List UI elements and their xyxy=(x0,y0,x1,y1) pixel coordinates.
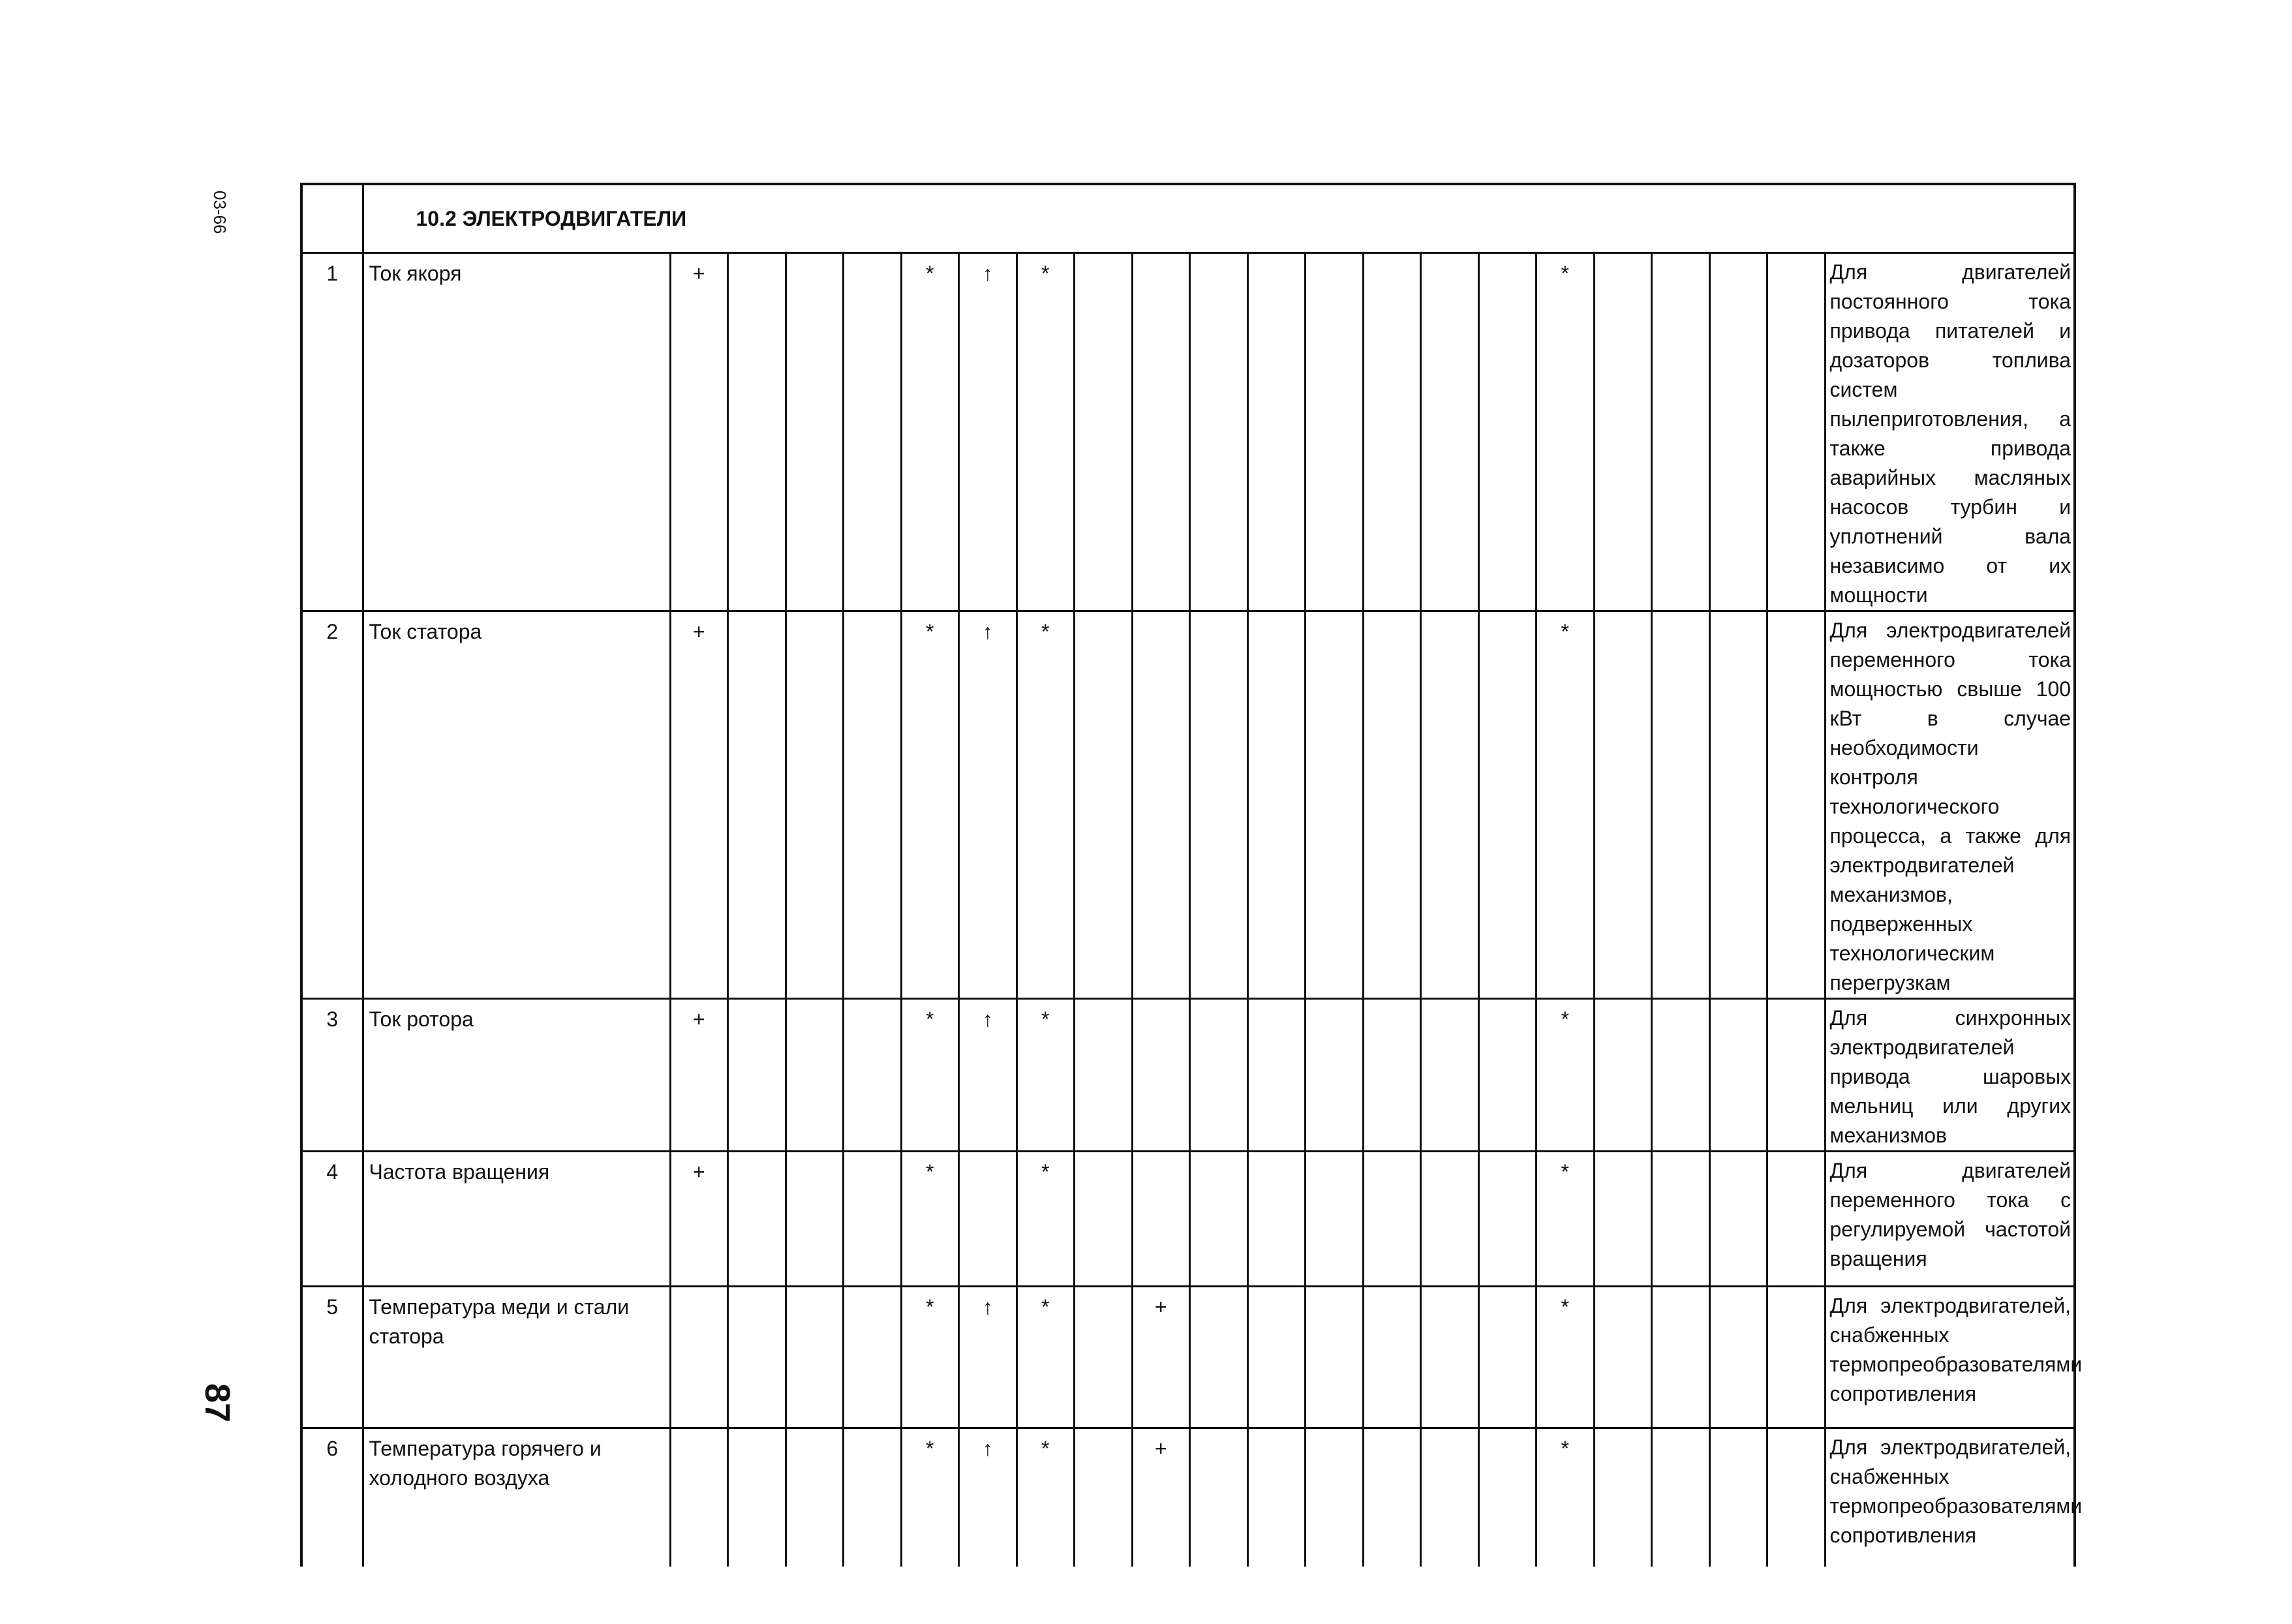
mark-cell xyxy=(1421,1428,1479,1567)
mark-cell: * xyxy=(1016,1287,1075,1428)
mark-cell: + xyxy=(1132,1287,1190,1428)
mark-cell xyxy=(1709,999,1767,1152)
section-title: 10.2 ЭЛЕКТРОДВИГАТЕЛИ xyxy=(363,184,2075,253)
row-number: 4 xyxy=(301,1152,363,1287)
mark-cell: * xyxy=(1536,1428,1595,1567)
mark-cell xyxy=(1190,611,1248,999)
table-row xyxy=(301,1428,2075,1567)
mark-cell: * xyxy=(901,999,959,1152)
row-number: 3 xyxy=(301,999,363,1152)
note-cell: Для электродвигателей, снабженных термопреобразователями сопротивления xyxy=(1825,1287,2075,1428)
mark-cell xyxy=(1767,1152,1826,1287)
mark-cell xyxy=(1709,611,1767,999)
mark-cell xyxy=(1306,611,1364,999)
mark-cell xyxy=(1075,1152,1133,1287)
mark-cell xyxy=(1421,253,1479,611)
mark-cell xyxy=(1421,1152,1479,1287)
mark-cell: * xyxy=(901,1428,959,1567)
mark-cell xyxy=(1363,253,1421,611)
mark-cell xyxy=(1594,1287,1652,1428)
mark-cell xyxy=(1594,999,1652,1152)
mark-cell xyxy=(1190,253,1248,611)
table-row xyxy=(301,1152,2075,1287)
mark-cell xyxy=(1190,1287,1248,1428)
mark-cell xyxy=(728,999,786,1152)
mark-cell: ↑ xyxy=(959,611,1017,999)
spec-table xyxy=(300,183,2083,1567)
note-cell: Для синхронных электродвигателей привода шаровых мельниц или других механизмов xyxy=(1825,999,2075,1152)
mark-cell xyxy=(1767,999,1826,1152)
mark-cell: * xyxy=(1016,1152,1075,1287)
mark-cell xyxy=(1075,611,1133,999)
mark-cell: + xyxy=(670,1152,728,1287)
mark-cell xyxy=(1478,253,1536,611)
note-cell: Для двигателей переменного тока с регулируемой частотой вращения xyxy=(1825,1152,2075,1287)
mark-cell xyxy=(1709,1428,1767,1567)
mark-cell xyxy=(786,1428,844,1567)
note-cell: Для двигателей постоянного тока привода питателей и дозаторов топлива систем пылеприготовления, а также привода аварийных масляных насосов турбин и уплотнений вала независимо от их мощности xyxy=(1825,253,2075,611)
mark-cell xyxy=(1190,1152,1248,1287)
parameter-name: Температура горячего и холодного воздуха xyxy=(363,1428,670,1567)
mark-cell xyxy=(1306,1428,1364,1567)
parameter-name: Ток ротора xyxy=(363,999,670,1152)
mark-cell: + xyxy=(1132,1428,1190,1567)
mark-cell xyxy=(1247,1152,1306,1287)
mark-cell: * xyxy=(1536,253,1595,611)
mark-cell xyxy=(786,999,844,1152)
mark-cell xyxy=(1652,253,1710,611)
page-number: 87 xyxy=(198,1383,237,1423)
note-cell: Для электродвигателей переменного тока мощностью свыше 100 кВт в случае необходимости контроля технологического процесса, а также для электродвигателей механизмов, подверженных технологическим перегрузкам xyxy=(1825,611,2075,999)
document-code: 03-66 xyxy=(210,191,230,234)
mark-cell xyxy=(1363,999,1421,1152)
mark-cell: ↑ xyxy=(959,1287,1017,1428)
mark-cell xyxy=(1190,1428,1248,1567)
mark-cell xyxy=(1594,611,1652,999)
mark-cell xyxy=(1709,253,1767,611)
mark-cell xyxy=(728,1287,786,1428)
mark-cell: * xyxy=(1016,999,1075,1152)
row-number: 1 xyxy=(301,253,363,611)
mark-cell xyxy=(786,1152,844,1287)
mark-cell xyxy=(1709,1287,1767,1428)
mark-cell: + xyxy=(670,253,728,611)
mark-cell xyxy=(1247,253,1306,611)
mark-cell xyxy=(1075,1428,1133,1567)
mark-cell xyxy=(1306,253,1364,611)
mark-cell xyxy=(1652,999,1710,1152)
mark-cell xyxy=(1132,1152,1190,1287)
table-row xyxy=(301,999,2075,1152)
mark-cell xyxy=(1652,1428,1710,1567)
mark-cell xyxy=(1247,999,1306,1152)
mark-cell xyxy=(1306,999,1364,1152)
mark-cell xyxy=(1075,253,1133,611)
mark-cell xyxy=(728,1152,786,1287)
mark-cell: ↑ xyxy=(959,1428,1017,1567)
spec-table-container xyxy=(300,183,2083,1567)
mark-cell: * xyxy=(1016,611,1075,999)
section-header-row xyxy=(301,184,2075,253)
note-cell: Для электродвигателей, снабженных термопреобразователями сопротивления xyxy=(1825,1428,2075,1567)
mark-cell xyxy=(1767,253,1826,611)
parameter-name: Частота вращения xyxy=(363,1152,670,1287)
mark-cell: * xyxy=(1536,611,1595,999)
mark-cell xyxy=(1767,1428,1826,1567)
parameter-name: Ток якоря xyxy=(363,253,670,611)
mark-cell xyxy=(1247,1287,1306,1428)
mark-cell: * xyxy=(1536,1287,1595,1428)
mark-cell xyxy=(728,253,786,611)
mark-cell xyxy=(1421,999,1479,1152)
mark-cell xyxy=(1478,1287,1536,1428)
mark-cell xyxy=(844,999,902,1152)
mark-cell: * xyxy=(1016,253,1075,611)
mark-cell: * xyxy=(901,1152,959,1287)
mark-cell xyxy=(728,1428,786,1567)
mark-cell xyxy=(786,253,844,611)
mark-cell xyxy=(844,1428,902,1567)
mark-cell xyxy=(844,1152,902,1287)
mark-cell xyxy=(1132,611,1190,999)
mark-cell xyxy=(1306,1152,1364,1287)
mark-cell xyxy=(1190,999,1248,1152)
mark-cell xyxy=(1363,1287,1421,1428)
mark-cell xyxy=(1478,1428,1536,1567)
table-row xyxy=(301,611,2075,999)
mark-cell xyxy=(1132,999,1190,1152)
mark-cell: ↑ xyxy=(959,999,1017,1152)
mark-cell xyxy=(844,611,902,999)
mark-cell xyxy=(670,1287,728,1428)
mark-cell xyxy=(1306,1287,1364,1428)
mark-cell xyxy=(1478,1152,1536,1287)
mark-cell xyxy=(786,1287,844,1428)
row-number: 6 xyxy=(301,1428,363,1567)
mark-cell xyxy=(844,253,902,611)
mark-cell xyxy=(1652,611,1710,999)
mark-cell xyxy=(1075,1287,1133,1428)
mark-cell xyxy=(1478,999,1536,1152)
mark-cell xyxy=(1594,1152,1652,1287)
mark-cell xyxy=(1594,253,1652,611)
row-number: 5 xyxy=(301,1287,363,1428)
mark-cell xyxy=(1709,1152,1767,1287)
mark-cell xyxy=(1363,611,1421,999)
mark-cell xyxy=(1247,1428,1306,1567)
mark-cell xyxy=(1075,999,1133,1152)
mark-cell xyxy=(786,611,844,999)
mark-cell xyxy=(1132,253,1190,611)
parameter-name: Температура меди и стали статора xyxy=(363,1287,670,1428)
mark-cell: + xyxy=(670,999,728,1152)
mark-cell: + xyxy=(670,611,728,999)
mark-cell: * xyxy=(1536,999,1595,1152)
mark-cell xyxy=(1247,611,1306,999)
mark-cell xyxy=(670,1428,728,1567)
mark-cell: ↑ xyxy=(959,253,1017,611)
table-row xyxy=(301,253,2075,611)
mark-cell: * xyxy=(901,1287,959,1428)
row-number: 2 xyxy=(301,611,363,999)
mark-cell xyxy=(1767,611,1826,999)
mark-cell xyxy=(959,1152,1017,1287)
mark-cell xyxy=(1363,1428,1421,1567)
mark-cell: * xyxy=(901,253,959,611)
mark-cell: * xyxy=(1016,1428,1075,1567)
mark-cell xyxy=(844,1287,902,1428)
mark-cell xyxy=(1421,611,1479,999)
table-row xyxy=(301,1287,2075,1428)
mark-cell xyxy=(1652,1287,1710,1428)
mark-cell: * xyxy=(1536,1152,1595,1287)
mark-cell xyxy=(728,611,786,999)
parameter-name: Ток статора xyxy=(363,611,670,999)
mark-cell xyxy=(1421,1287,1479,1428)
mark-cell xyxy=(1767,1287,1826,1428)
mark-cell: * xyxy=(901,611,959,999)
mark-cell xyxy=(1594,1428,1652,1567)
mark-cell xyxy=(1652,1152,1710,1287)
mark-cell xyxy=(1478,611,1536,999)
mark-cell xyxy=(1363,1152,1421,1287)
